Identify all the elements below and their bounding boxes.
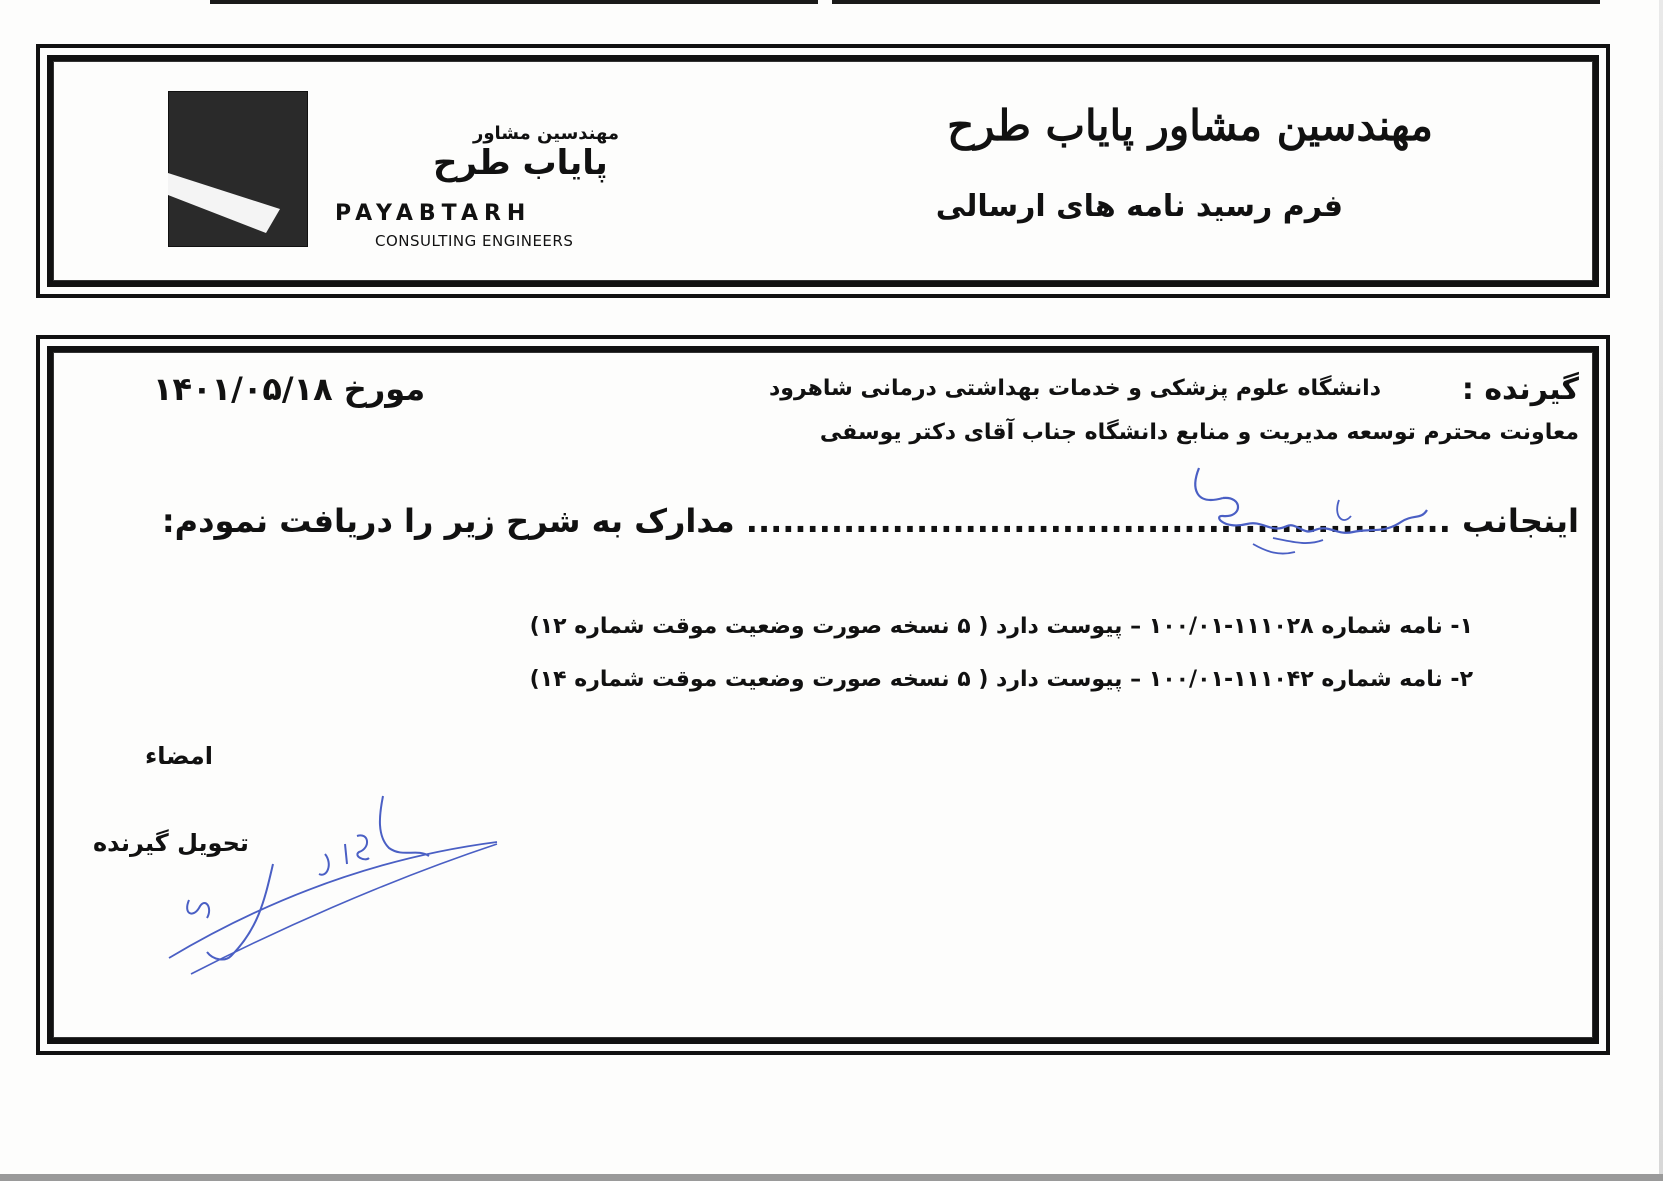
handwritten-name [1183, 440, 1443, 560]
logo-fa-big: پایاب طرح [433, 143, 608, 183]
signature-label: امضاء [145, 742, 214, 770]
logo-fa-small: مهندسین مشاور [473, 123, 620, 144]
scan-edge-top [210, 0, 1600, 4]
scan-edge-gap [818, 0, 832, 5]
company-logo-mark [168, 91, 308, 247]
ack-dots: .......................................................... [745, 502, 1451, 540]
ack-prefix: اینجانب [1461, 502, 1579, 540]
scan-edge-bottom [0, 1174, 1663, 1181]
main-box [36, 335, 1610, 1055]
receiver-signature [113, 752, 513, 982]
main-inner-frame [47, 346, 1599, 1044]
receiver-label: تحویل گیرنده [93, 829, 249, 857]
recipient-org: دانشگاه علوم پزشکی و خدمات بهداشتی درمانی شاهرود [769, 376, 1381, 401]
logo-en-name: PAYABTARH [335, 201, 532, 226]
header-inner-frame [47, 55, 1599, 287]
form-title: فرم رسید نامه های ارسالی [935, 189, 1343, 224]
recipient-attn: معاونت محترم توسعه مدیریت و منابع دانشگاه جناب آقای دکتر یوسفی [819, 420, 1579, 445]
ack-suffix: مدارک به شرح زیر را دریافت نمودم: [161, 502, 735, 540]
header-box [36, 44, 1610, 298]
recipient-label: گیرنده : [1461, 372, 1579, 407]
list-item: ۱- نامه شماره ۱۱۱۰۲۸-۱۰۰/۰۱ – پیوست دارد ( ۵ نسخه صورت وضعیت موقت شماره ۱۲) [529, 614, 1473, 639]
date-label: مورخ ۱۴۰۱/۰۵/۱۸ [153, 370, 426, 408]
logo-en-sub: CONSULTING ENGINEERS [375, 232, 574, 250]
list-item: ۲- نامه شماره ۱۱۱۰۴۲-۱۰۰/۰۱ – پیوست دارد ( ۵ نسخه صورت وضعیت موقت شماره ۱۴) [529, 667, 1473, 692]
company-title: مهندسین مشاور پایاب طرح [947, 101, 1433, 150]
scan-edge-right [1659, 0, 1663, 1181]
